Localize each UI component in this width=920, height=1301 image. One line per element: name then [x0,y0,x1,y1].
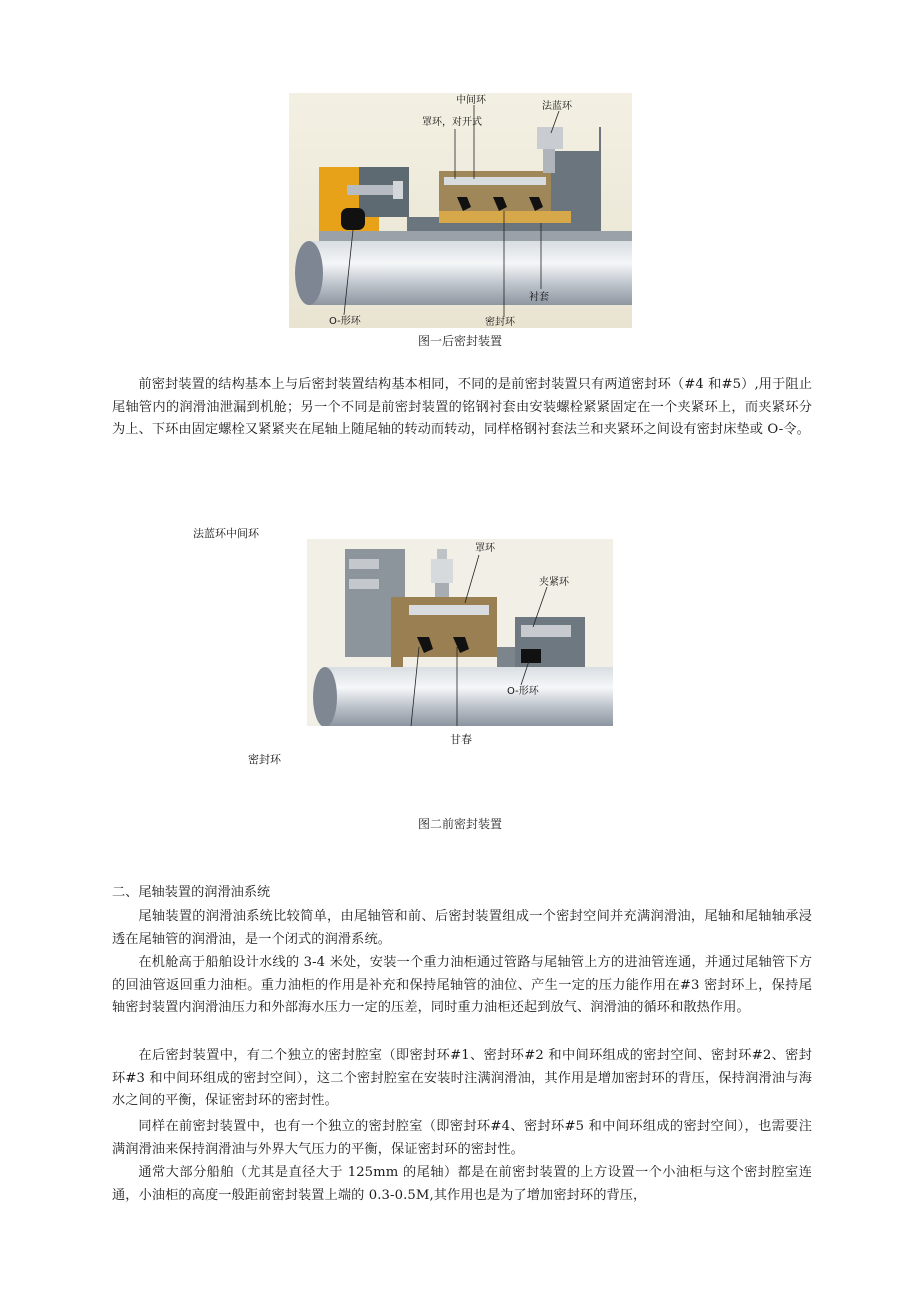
front-seal-diagram [307,539,613,726]
section-paragraph-3: 在后密封装置中，有二个独立的密封腔室（即密封环#1、密封环#2 和中间环组成的密封空间、密封环#2、密封环#3 和中间环组成的密封空间），这二个密封腔室在安装时注满润滑油，其作用是增加密封环的背压，保持润滑油与海水之间的平衡，保证密封环的密封性。 [112,1048,812,1108]
figure-front-seal [307,539,613,726]
label-cover-ring-2: 罩环 [475,543,495,554]
rear-seal-diagram [289,93,632,328]
figure2-caption: 图二前密封装置 [417,817,502,831]
label-flange-middle-ring: 法蓝环中间环 [193,527,259,540]
label-seal-ring-2: 密封环 [248,753,281,766]
section-paragraph-1: 尾轴装置的润滑油系统比较简单，由尾轴管和前、后密封装置组成一个密封空间并充满润滑油，尾轴和尾轴轴承浸透在尾轴管的润滑油，是一个闭式的润滑系统。 [112,909,812,947]
label-flange-ring: 法蓝环 [542,101,572,112]
label-cover-ring: 罩环，对开式 [422,117,482,128]
label-middle-ring: 中间环 [456,95,486,106]
label-liner: 衬套 [529,292,549,303]
section-paragraph-4: 同样在前密封装置中，也有一个独立的密封腔室（即密封环#4、密封环#5 和中间环组成的密封空间），也需要注满润滑油来保持润滑油与外界大气压力的平衡，保证密封环的密封性。 [112,1119,812,1157]
figure1-caption: 图一后密封装置 [417,334,502,348]
section-paragraph-2: 在机舱高于船舶设计水线的 3-4 米处，安装一个重力油柜通过管路与尾轴管上方的进油管连通，并通过尾轴管下方的回油管返回重力油柜。重力油柜的作用是补充和保持尾轴管的油位、产生一定的压力能作用在#3 密封环上，保持尾轴密封装置内润滑油压力和外部海水压力一定的压差，同时重力油柜还起到放气、润滑油的循环和散热作用。 [112,955,812,1015]
section-paragraph-5: 通常大部分船舶（尤其是直径大于 125mm 的尾轴）都是在前密封装置的上方设置一个小油柜与这个密封腔室连通，小油柜的高度一般距前密封装置上端的 0.3-0.5M,其作用也是为了增加密封环的背压， [112,1165,812,1203]
label-clamp-ring: 夹紧环 [539,577,569,588]
label-gan-chun: 甘春 [450,733,472,746]
paragraph-front-seal: 前密封装置的结构基本上与后密封装置结构基本相同，不同的是前密封装置只有两道密封环（#4 和#5）,用于阻止尾轴管内的润滑油泄漏到机舱；另一个不同是前密封装置的铭钢衬套由安装螺栓紧紧固定在一个夹紧环上，而夹紧环分为上、下环由固定螺栓又紧紧夹在尾轴上随尾轴的转动而转动，同样格钢衬套法兰和夹紧环之间设有密封床垫或 O-令。 [112,377,812,437]
figure-rear-seal [289,93,632,328]
label-seal-ring: 密封环 [485,317,515,328]
section-heading: 二、尾轴装置的润滑油系统 [112,885,271,900]
label-o-ring: O-形环 [329,316,361,327]
label-o-ring-2: O-形环 [507,686,539,697]
